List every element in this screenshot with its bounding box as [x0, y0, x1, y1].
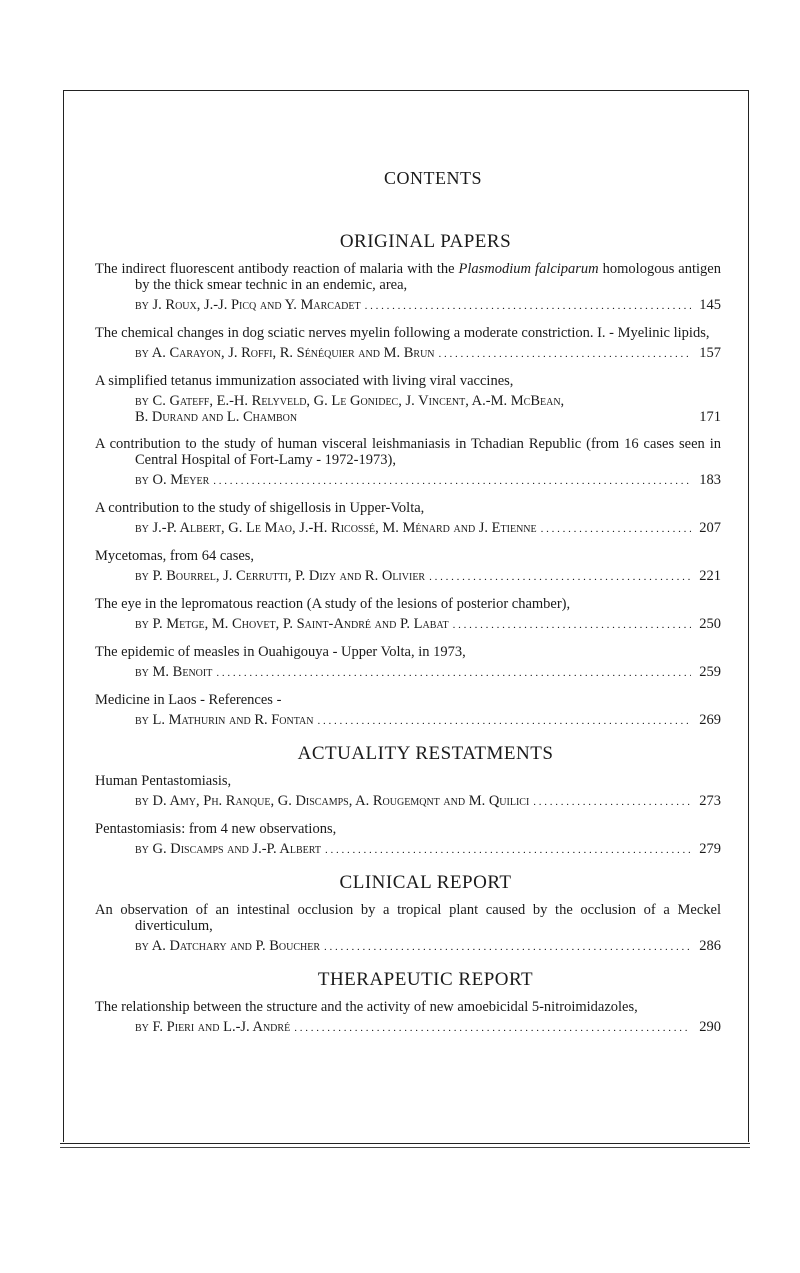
entry-title: A contribution to the study of shigellosis in Upper-Volta, [95, 500, 425, 516]
section-title: ORIGINAL PAPERS [339, 231, 512, 252]
entry-authors: by G. Discamps and J.-P. Albert [135, 841, 321, 857]
leader-dots [294, 1020, 691, 1036]
entry-byline [95, 938, 721, 955]
entry-title: Mycetomas, from 64 cases, [95, 548, 255, 564]
entry-byline [95, 393, 721, 425]
leader-dots [324, 939, 691, 955]
toc-entry [95, 644, 721, 681]
bottom-rule-secondary [60, 1147, 750, 1148]
entry-title: The indirect fluorescent antibody reaction of malaria with the Plasmodium falciparum homologous antigen by the thick smear technic in an endemic, area, [95, 261, 721, 293]
page-title: CONTENTS [384, 168, 482, 188]
section-original-papers [95, 231, 721, 729]
leader-dots [429, 569, 691, 585]
entry-page: 290 [699, 1019, 721, 1035]
entry-authors-line2-row [135, 409, 721, 425]
section-clinical-report [95, 872, 721, 955]
leader-dots [453, 617, 691, 633]
entry-title: The chemical changes in dog sciatic nerves myelin following a moderate constriction. I. - Myelinic lipids, [95, 325, 710, 341]
entry-page: 250 [699, 616, 721, 632]
entry-byline [95, 616, 721, 633]
toc-entry [95, 692, 721, 729]
leader-dots [216, 665, 691, 681]
section-therapeutic-report [95, 969, 721, 1036]
entry-byline [95, 1019, 721, 1036]
entry-page: 259 [699, 664, 721, 680]
entry-authors: by P. Metge, M. Chovet, P. Saint-André and P. Labat [135, 616, 449, 632]
toc-entry [95, 999, 721, 1036]
entry-title: Human Pentastomiasis, [95, 773, 232, 789]
entry-authors-line1: by C. Gateff, E.-H. Relyveld, G. Le Gonidec, J. Vincent, A.-M. McBean, [135, 393, 565, 409]
entry-byline [95, 297, 721, 314]
entry-byline [95, 712, 721, 729]
toc-entry [95, 902, 721, 955]
entry-title: Medicine in Laos - References - [95, 692, 282, 708]
leader-dots [365, 298, 691, 314]
entry-byline [95, 568, 721, 585]
entry-title: A simplified tetanus immunization associated with living viral vaccines, [95, 373, 514, 389]
entry-page: 279 [699, 841, 721, 857]
entry-byline [95, 793, 721, 810]
entry-byline [95, 520, 721, 537]
entry-byline [95, 664, 721, 681]
entry-authors: by M. Benoit [135, 664, 213, 680]
entry-title: Pentastomiasis: from 4 new observations, [95, 821, 337, 837]
entry-title: An observation of an intestinal occlusion by a tropical plant caused by the occlusion of a Meckel diverticulum, [95, 902, 721, 934]
toc-entry [95, 500, 721, 537]
entry-authors: by O. Meyer [135, 472, 210, 488]
entry-authors: by A. Datchary and P. Boucher [135, 938, 320, 954]
entry-title: A contribution to the study of human visceral leishmaniasis in Tchadian Republic (from 16 cases seen in Central Hospital of Fort-Lamy - 1972-1973), [95, 436, 721, 468]
leader-dots [318, 713, 692, 729]
section-actuality-restatments [95, 743, 721, 858]
entry-authors: by L. Mathurin and R. Fontan [135, 712, 314, 728]
leader-dots [541, 521, 691, 537]
entry-byline [95, 472, 721, 489]
contents-body [95, 168, 721, 1047]
entry-page: 269 [699, 712, 721, 728]
entry-page: 157 [699, 345, 721, 361]
toc-entry [95, 596, 721, 633]
entry-byline [95, 841, 721, 858]
section-title: CLINICAL REPORT [339, 872, 512, 893]
entry-page: 171 [699, 409, 721, 425]
leader-dots [533, 794, 691, 810]
entry-page: 286 [699, 938, 721, 954]
entry-authors: by D. Amy, Ph. Ranque, G. Discamps, A. Rougemqnt and M. Quilici [135, 793, 530, 809]
entry-byline [95, 345, 721, 362]
entry-authors: by A. Carayon, J. Roffi, R. Sénéquier and M. Brun [135, 345, 435, 361]
toc-entry [95, 773, 721, 810]
toc-entry [95, 548, 721, 585]
entry-authors: by J. Roux, J.-J. Picq and Y. Marcadet [135, 297, 361, 313]
leader-dots [439, 346, 691, 362]
entry-authors: by P. Bourrel, J. Cerrutti, P. Dizy and R. Olivier [135, 568, 426, 584]
toc-entry [95, 436, 721, 489]
toc-entry [95, 373, 721, 425]
entry-page: 207 [699, 520, 721, 536]
entry-page: 221 [699, 568, 721, 584]
entry-authors: by F. Pieri and L.-J. André [135, 1019, 291, 1035]
toc-entry [95, 325, 721, 362]
entry-page: 145 [699, 297, 721, 313]
leader-dots [213, 473, 691, 489]
section-title: THERAPEUTIC REPORT [317, 969, 534, 990]
entry-authors: by J.-P. Albert, G. Le Mao, J.-H. Ricossé, M. Ménard and J. Etienne [135, 520, 537, 536]
leader-dots [325, 842, 691, 858]
entry-title: The relationship between the structure and the activity of new amoebicidal 5-nitroimidazoles, [95, 999, 638, 1015]
toc-entry [95, 821, 721, 858]
toc-entry [95, 261, 721, 314]
entry-page: 273 [699, 793, 721, 809]
entry-title: The epidemic of measles in Ouahigouya - Upper Volta, in 1973, [95, 644, 466, 660]
section-title: ACTUALITY RESTATMENTS [297, 743, 554, 764]
entry-title: The eye in the lepromatous reaction (A study of the lesions of posterior chamber), [95, 596, 571, 612]
bottom-rule [60, 1143, 750, 1144]
entry-page: 183 [699, 472, 721, 488]
entry-authors-line2: B. Durand and L. Chambon [135, 409, 298, 425]
